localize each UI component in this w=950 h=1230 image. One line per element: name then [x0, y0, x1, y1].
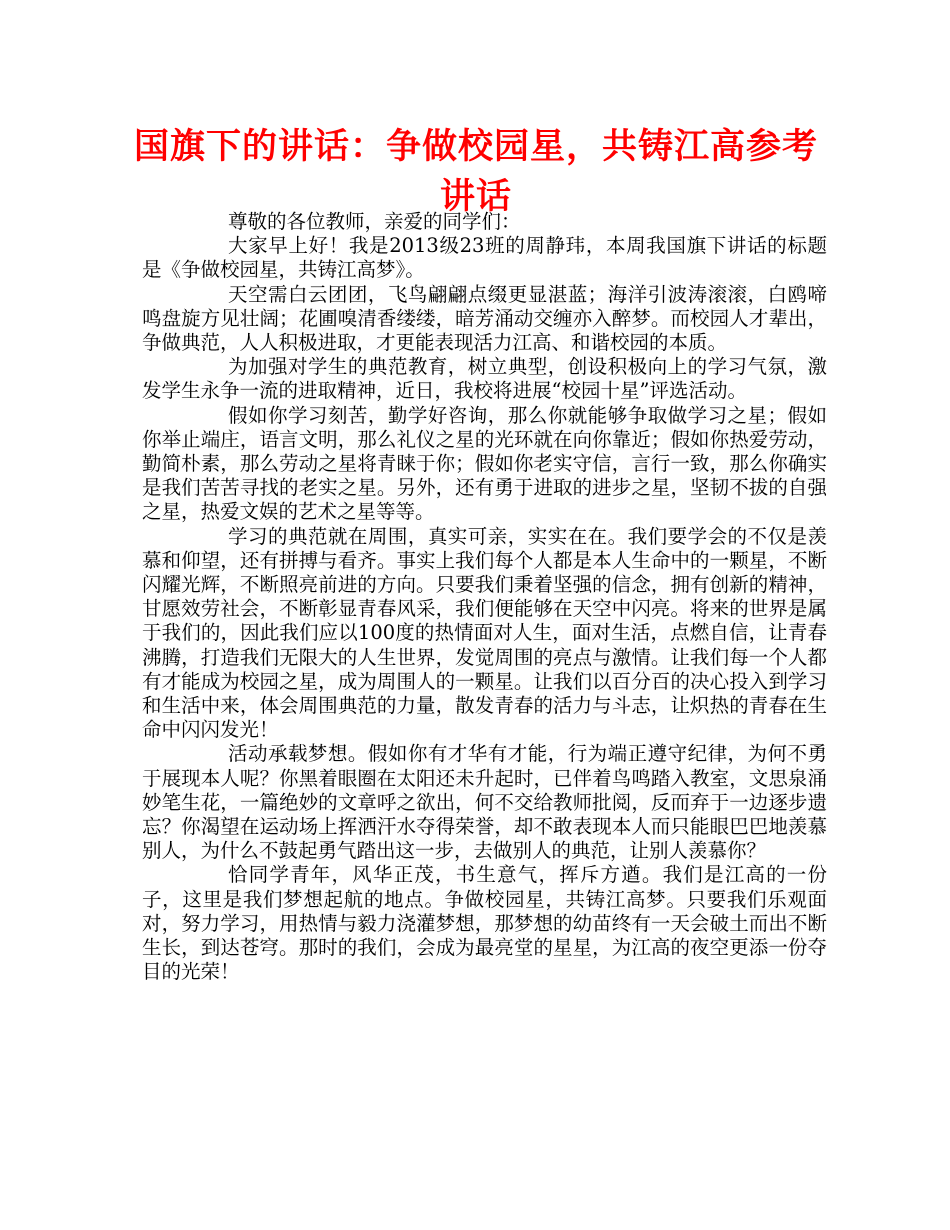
paragraph-4: 假如你学习刻苦，勤学好咨询，那么你就能够争取做学习之星；假如你举止端庄，语言文明，那么礼仪之星的光环就在向你靠近；假如你热爱劳动，勤简朴素，那么劳动之星将青睐于你；假如你老实守信，言行一致，那么你确实是我们苦苦寻找的老实之星。另外，还有勇于进取的进步之星，坚韧不拔的自强之星，热爱文娱的艺术之星等等。: [142, 403, 827, 524]
paragraph-7: 恰同学青年，风华正茂，书生意气，挥斥方遒。我们是江高的一份子，这里是我们梦想起航的地点。争做校园星，共铸江高梦。只要我们乐观面对，努力学习，用热情与毅力浇灌梦想，那梦想的幼苗终有一天会破土而出不断生长，到达苍穹。那时的我们，会成为最亮堂的星星，为江高的夜空更添一份夺目的光荣！: [142, 863, 827, 984]
paragraph-1: 大家早上好！我是2013级23班的周静玮，本周我国旗下讲话的标题是《争做校园星，共铸江高梦》。: [142, 234, 827, 282]
paragraph-3: 为加强对学生的典范教育，树立典型，创设积极向上的学习气氛，激发学生永争一流的进取精神，近日，我校将进展“校园十星”评选活动。: [142, 355, 827, 403]
document-body: [142, 210, 827, 985]
paragraph-5: 学习的典范就在周围，真实可亲，实实在在。我们要学会的不仅是羡慕和仰望，还有拼搏与看齐。事实上我们每个人都是本人生命中的一颗星，不断闪耀光辉，不断照亮前进的方向。只要我们秉着坚强的信念，拥有创新的精神，甘愿效劳社会，不断彰显青春风采，我们便能够在天空中闪亮。将来的世界是属于我们的，因此我们应以100度的热情面对人生，面对生活，点燃自信，让青春沸腾，打造我们无限大的人生世界，发觉周围的亮点与激情。让我们每一个人都有才能成为校园之星，成为周围人的一颗星。让我们以百分百的决心投入到学习和生活中来，体会周围典范的力量，散发青春的活力与斗志，让炽热的青春在生命中闪闪发光！: [142, 524, 827, 742]
salutation: 尊敬的各位教师，亲爱的同学们：: [228, 210, 521, 233]
paragraph-6: 活动承载梦想。假如你有才华有才能，行为端正遵守纪律，为何不勇于展现本人呢？你黑着眼圈在太阳还未升起时，已伴着鸟鸣踏入教室，文思泉涌妙笔生花，一篇绝妙的文章呼之欲出，何不交给教师批阅，反而弃于一边逐步遗忘？你渴望在运动场上挥洒汗水夺得荣誉，却不敢表现本人而只能眼巴巴地羡慕别人，为什么不鼓起勇气踏出这一步，去做别人的典范，让别人羡慕你？: [142, 742, 827, 863]
document-title: 国旗下的讲话：争做校园星，共铸江高参考讲话: [133, 127, 818, 217]
paragraph-2: 天空需白云团团，飞鸟翩翩点缀更显湛蓝；海洋引波涛滚滚，白鸥啼鸣盘旋方见壮阔；花圃嗅清香缕缕，暗芳涌动交缠亦入醉梦。而校园人才辈出，争做典范，人人积极进取，才更能表现活力江高、和谐校园的本质。: [142, 282, 827, 355]
